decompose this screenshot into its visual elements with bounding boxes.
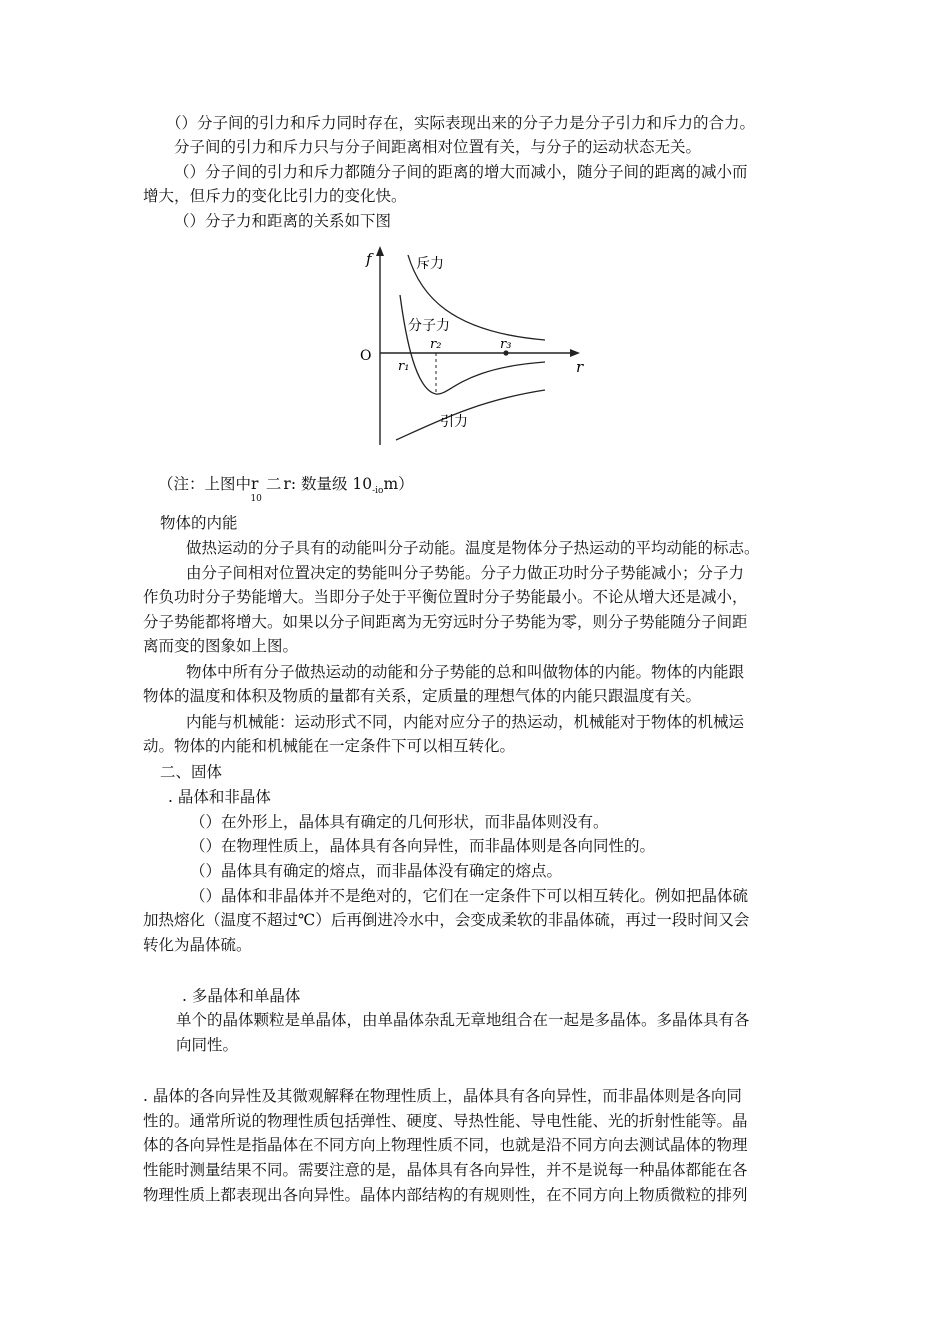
note-r-left: r (251, 475, 259, 493)
aniso-line3: 体的各向异性是指晶体在不同方向上物理性质不同，也就是沿不同方向去测试晶体的物理 (143, 1136, 748, 1154)
crystal-subheading: . 晶体和非晶体 (168, 788, 271, 806)
aniso-line2: 性的。通常所说的物理性质包括弹性、硬度、导热性能、导电性能、光的折射性能等。晶 (143, 1112, 748, 1130)
x-axis-label: r (576, 358, 584, 376)
y-axis-label: f (366, 250, 372, 268)
para1-line4: 增大，但斥力的变化比引力的变化快。 (143, 187, 407, 205)
note-r-right: r: 数量级 10 (283, 475, 373, 493)
repulsion-label: 斥力 (416, 256, 444, 272)
ie-p2-line2: 作负功时分子势能增大。当即分子处于平衡位置时分子势能最小。不论从增大还是减小， (143, 588, 748, 606)
ie-p2-line3: 分子势能都将增大。如果以分子间距离为无穷远时分子势能为零，则分子势能随分子间距 (143, 613, 748, 631)
crystal-item1: （）在外形上，晶体具有确定的几何形状，而非晶体则没有。 (190, 813, 609, 831)
molecular-force-curve (400, 295, 545, 394)
poly-line1: 单个的晶体颗粒是单晶体，由单晶体杂乱无章地组合在一起是多晶体。多晶体具有各 (176, 1011, 750, 1029)
ie-p2-line1: 由分子间相对位置决定的势能叫分子势能。分子力做正功时分子势能减小；分子力 (186, 564, 745, 582)
note-sub10: 10 (250, 494, 262, 504)
r3-label: r₃ (500, 337, 512, 352)
para1-line2: 分子间的引力和斥力只与分子间距离相对位置有关，与分子的运动状态无关。 (174, 138, 702, 156)
attraction-label: 引力 (440, 414, 468, 430)
note-exponent: -io (372, 486, 384, 497)
aniso-line1: . 晶体的各向异性及其微观解释在物理性质上，晶体具有各向异性，而非晶体则是各向同 (143, 1087, 742, 1105)
solid-heading: 二、固体 (160, 763, 223, 781)
ie-p2-line4: 离而变的图象如上图。 (143, 637, 299, 655)
para1-line3: （）分子间的引力和斥力都随分子间的距离的增大而减小，随分子间的距离的减小而 (174, 163, 748, 181)
r1-label: r₁ (398, 359, 410, 374)
ie-p3-line1: 物体中所有分子做热运动的动能和分子势能的总和叫做物体的内能。物体的内能跟 (186, 663, 745, 681)
note-unit: m） (383, 475, 414, 493)
figure-note (158, 473, 414, 510)
r2-label: r₂ (430, 337, 442, 352)
molecular-force-label: 分子力 (408, 318, 450, 334)
crystal-item3: （）晶体具有确定的熔点，而非晶体没有确定的熔点。 (190, 862, 563, 880)
force-distance-figure (330, 240, 590, 450)
note-prefix: （注：上图中 (158, 475, 252, 493)
ie-p1: 做热运动的分子具有的动能叫分子动能。温度是物体分子热运动的平均动能的标志。 (186, 539, 760, 557)
crystal-item4-line1: （）晶体和非晶体并不是绝对的，它们在一定条件下可以相互转化。例如把晶体硫 (190, 887, 749, 905)
crystal-item4-line2: 加热熔化（温度不超过℃）后再倒进冷水中，会变成柔软的非晶体硫，再过一段时间又会 (143, 911, 750, 929)
aniso-line4: 性能时测量结果不同。需要注意的是，晶体具有各向异性，并不是说每一种晶体都能在各 (143, 1161, 748, 1179)
attraction-curve (396, 390, 545, 440)
para1-line1: （）分子间的引力和斥力同时存在，实际表现出来的分子力是分子引力和斥力的合力。 (166, 114, 756, 132)
poly-line2: 向同性。 (176, 1036, 239, 1054)
ie-p4-line1: 内能与机械能：运动形式不同，内能对应分子的热运动，机械能对于物体的机械运 (186, 713, 745, 731)
note-eq: 二 (265, 475, 282, 493)
y-axis-arrow (376, 246, 384, 256)
x-axis-arrow (570, 349, 580, 357)
origin-label: O (360, 348, 372, 364)
ie-p3-line2: 物体的温度和体积及物质的量都有关系，定质量的理想气体的内能只跟温度有关。 (143, 687, 702, 705)
ie-p4-line2: 动。物体的内能和机械能在一定条件下可以相互转化。 (143, 737, 516, 755)
poly-subheading: . 多晶体和单晶体 (182, 987, 301, 1005)
aniso-line5: 物理性质上都表现出各向异性。晶体内部结构的有规则性，在不同方向上物质微粒的排列 (143, 1186, 748, 1204)
crystal-item2: （）在物理性质上，晶体具有各向异性，而非晶体则是各向同性的。 (190, 837, 656, 855)
para1-line5: （）分子力和距离的关系如下图 (174, 212, 392, 230)
crystal-item4-line3: 转化为晶体硫。 (143, 936, 252, 954)
internal-energy-heading: 物体的内能 (160, 514, 238, 532)
